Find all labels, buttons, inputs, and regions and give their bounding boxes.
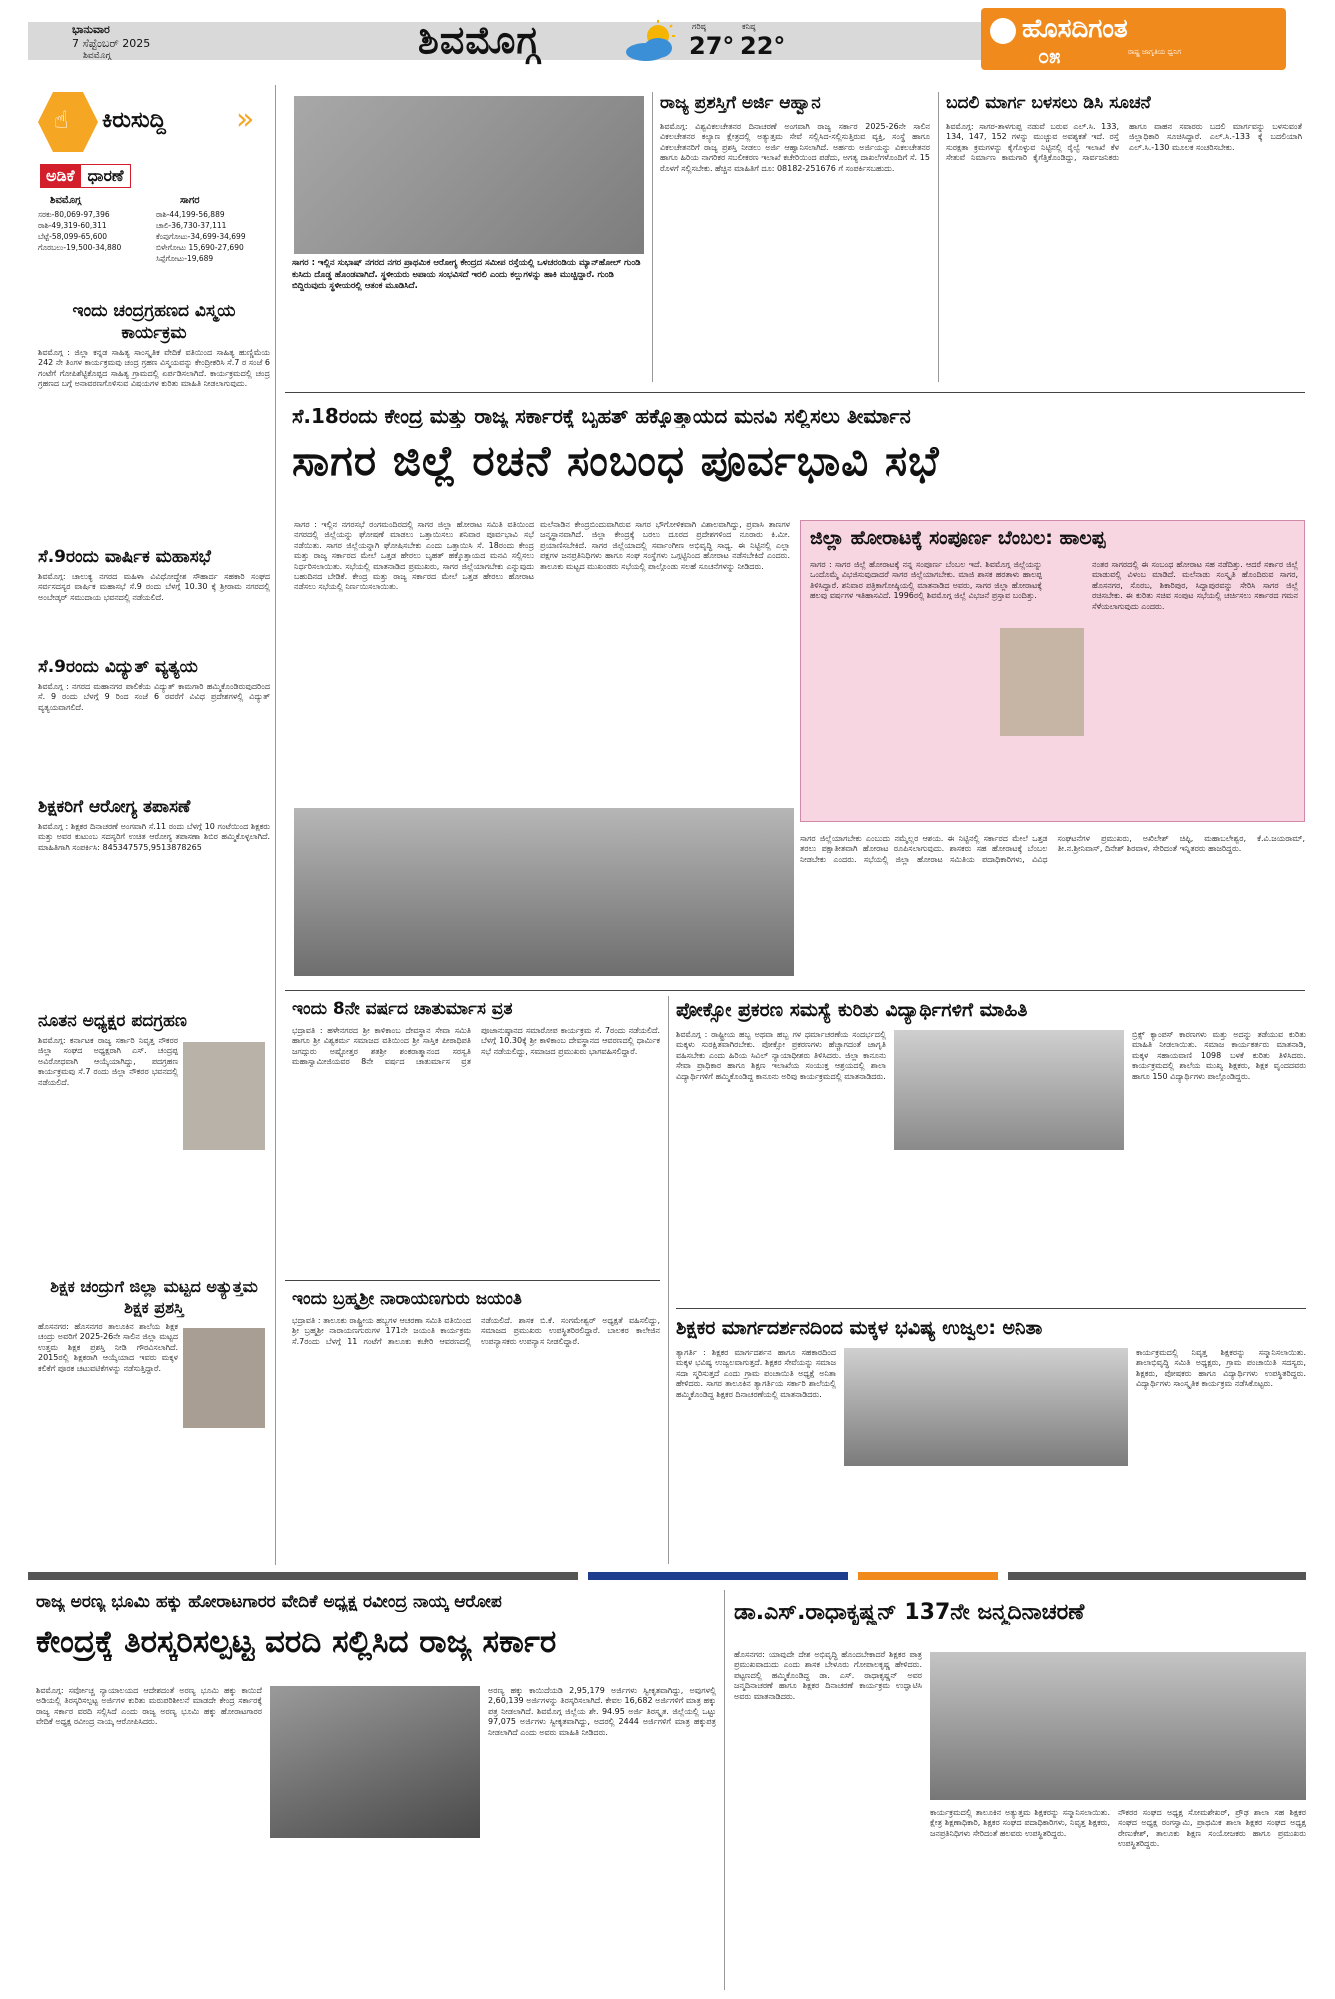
edition-title: ಶಿವಮೊಗ್ಗ	[418, 18, 541, 62]
masthead-place: ಶಿವಮೊಗ್ಗ	[83, 51, 111, 61]
pothole-caption: ಸಾಗರ : ಇಲ್ಲಿನ ಸುಭಾಷ್ ನಗರದ ನಗರ ಪ್ರಾಥಮಿಕ ಆರೋಗ್ಯ ಕೇಂದ್ರದ ಸಮೀಪ ರಸ್ತೆಯಲ್ಲಿ ಒಳಚರಂಡಿಯ ಮ್ಯಾನ್‌ಹೋಲ್ ಗುಂಡಿ ಕುಸಿದು ದೊಡ್ಡ ಹೊಂಡವಾಗಿದೆ. ಸ್ಥಳೀಯರು ಅಪಾಯ ಸಂಭವಿಸದೆ ಇರಲಿ ಎಂದು ಕಲ್ಲುಗಳನ್ನು ಹಾಕಿ ಮುಚ್ಚಿದ್ದಾರೆ. ಗುಂಡಿ ಬಿದ್ದಿರುವುದು ಸ್ಥಳೀಯರಲ್ಲಿ ಆತಂಕ ಮೂಡಿಸಿದೆ.	[292, 258, 641, 291]
brand-name: ಹೊಸದಿಗಂತ	[1022, 14, 1128, 44]
route-body: ಶಿವಮೊಗ್ಗ: ಸಾಗರ-ತಾಳಗುಪ್ಪ ನಡುವೆ ಬರುವ ಎಲ್.ಸಿ. 133, 134, 147, 152 ಗಳನ್ನು ಮುಚ್ಚುವ ಅವಶ್ಯಕತೆ ಇದೆ. ರಸ್ತೆ ಸುರಕ್ಷತಾ ಕ್ರಮಗಳನ್ನು ಕೈಗೊಳ್ಳುವ ನಿಟ್ಟಿನಲ್ಲಿ ರೈಲ್ವೆ ಇಲಾಖೆ ಕೆಳ ಸೇತುವೆ ನಿರ್ಮಾಣ ಕಾಮಗಾರಿ ಕೈಗೆತ್ತಿಕೊಂಡಿದ್ದು, ಸಾರ್ವಜನಿಕರು ಹಾಗೂ ವಾಹನ ಸವಾರರು ಬದಲಿ ಮಾರ್ಗವನ್ನು ಬಳಸುವಂತೆ ಜಿಲ್ಲಾಧಿಕಾರಿ ಸೂಚಿಸಿದ್ದಾರೆ. ಎಲ್.ಸಿ.-133 ಕ್ಕೆ ಬದಲಿಯಾಗಿ ಎಲ್.ಸಿ.-130 ಮೂಲಕ ಸಂಚರಿಸಬೇಕು.	[946, 122, 1302, 163]
sidebar-item-title: ಸೆ.9ರಂದು ವಾರ್ಷಿಕ ಮಹಾಸಭೆ	[38, 547, 211, 567]
bar-left	[28, 1572, 578, 1580]
bar-right	[1008, 1572, 1306, 1580]
temp-min-label: ಕನಿಷ್ಠ	[742, 22, 756, 31]
forest-headline: ಕೇಂದ್ರಕ್ಕೆ ತಿರಸ್ಕರಿಸಲ್ಪಟ್ಟ ವರದಿ ಸಲ್ಲಿಸಿದ ರಾಜ್ಯ ಸರ್ಕಾರ	[36, 1624, 557, 1660]
meeting-photo	[294, 808, 794, 976]
narayana-title: ಇಂದು ಬ್ರಹ್ಮಶ್ರೀ ನಾರಾಯಣಗುರು ಜಯಂತಿ	[292, 1289, 522, 1309]
pocso-title: ಪೋಕ್ಸೋ ಪ್ರಕರಣ ಸಮಸ್ಯೆ ಕುರಿತು ವಿದ್ಯಾರ್ಥಿಗಳಿಗೆ ಮಾಹಿತಿ	[676, 999, 1028, 1021]
rates-col2-head: ಸಾಗರ	[180, 195, 200, 206]
bottom-divider-bar	[28, 1572, 1306, 1580]
page-number: ೦೫	[1038, 44, 1061, 68]
hand-icon: ☝	[54, 106, 69, 134]
anita-photo	[844, 1348, 1128, 1466]
forest-photo	[270, 1686, 480, 1838]
sidebar-item-body: ಶಿವಮೊಗ್ಗ : ನಗರದ ಮಹಾನಗರ ಪಾಲಿಕೆಯ ವಿದ್ಯುತ್ ಕಾಮಗಾರಿ ಹಮ್ಮಿಕೊಂಡಿರುವುದರಿಂದ ಸೆ. 9 ರಂದು ಬೆಳಗ್ಗೆ 9 ರಿಂದ ಸಂಜೆ 6 ರವರೆಗೆ ವಿವಿಧ ಪ್ರದೇಶಗಳಲ್ಲಿ ವಿದ್ಯುತ್ ವ್ಯತ್ಯಯವಾಗಲಿದೆ.	[38, 682, 270, 712]
temp-min: 22°	[740, 32, 786, 60]
chaturmasya-title: ಇಂದು 8ನೇ ವರ್ಷದ ಚಾತುರ್ಮಾಸ ವ್ರತ	[292, 999, 513, 1019]
temp-max: 27°	[689, 32, 735, 60]
pocso-photo	[894, 1030, 1124, 1150]
sidebar-item-title: ಸೆ.9ರಂದು ವಿದ್ಯುತ್ ವ್ಯತ್ಯಯ	[38, 657, 198, 677]
sidebar-divider	[275, 85, 276, 1565]
sidebar-item-president	[38, 1010, 270, 1286]
award-body: ಶಿವಮೊಗ್ಗ: ವಿಶ್ವವಿಕಲಚೇತನರ ದಿನಾಚರಣೆ ಅಂಗವಾಗಿ ರಾಜ್ಯ ಸರ್ಕಾರ 2025-26ನೇ ಸಾಲಿನ ವಿಕಲಚೇತನರ ಕಲ್ಯಾಣ ಕ್ಷೇತ್ರದಲ್ಲಿ ಅತ್ಯುತ್ತಮ ಸೇವೆ ಸಲ್ಲಿಸಿದ-ಸಲ್ಲಿಸುತ್ತಿರುವ ವ್ಯಕ್ತಿ, ಸಂಸ್ಥೆ ಹಾಗೂ ವಿಕಲಚೇತನರಿಗೆ ರಾಜ್ಯ ಪ್ರಶಸ್ತಿ ನೀಡಲು ಅರ್ಜಿ ಆಹ್ವಾನಿಸಲಾಗಿದೆ. ಅರ್ಹರು ಅರ್ಜಿಯನ್ನು ವಿಕಲಚೇತನರ ಹಾಗೂ ಹಿರಿಯ ನಾಗರಿಕರ ಸಬಲೀಕರಣ ಇಲಾಖೆ ಕಚೇರಿಯಿಂದ ಪಡೆದು, ಅಗತ್ಯ ದಾಖಲೆಗಳೊಂದಿಗೆ ಸೆ. 15 ರೊಳಗೆ ಸಲ್ಲಿಸಬೇಕು. ಹೆಚ್ಚಿನ ಮಾಹಿತಿಗೆ ದೂ: 08182-251676 ಗೆ ಸಂಪರ್ಕಿಸಬಹುದು.	[660, 122, 930, 173]
sidebar-item-power	[38, 656, 270, 782]
pocso-story	[676, 998, 1306, 1081]
radhakrishnan-body-3: ನೌಕರರ ಸಂಘದ ಅಧ್ಯಕ್ಷ ಸೋಮಶೇಖರ್, ಪ್ರೌಢ ಶಾಲಾ ಸಹ ಶಿಕ್ಷಕರ ಸಂಘದ ಅಧ್ಯಕ್ಷ ರಂಗಸ್ವಾಮಿ, ಪ್ರಾಥಮಿಕ ಶಾಲಾ ಶಿಕ್ಷಕರ ಸಂಘದ ಅಧ್ಯಕ್ಷ ರೇಣುಕೇಶ್, ತಾಲೂಕು ಶಿಕ್ಷಣ ಸಂಯೋಜಕರು ಹಾಗೂ ಪ್ರಮುಖರು ಉಪಸ್ಥಿತರಿದ್ದರು.	[1118, 1808, 1306, 1849]
sidebar-item-title: ಶಿಕ್ಷಕರಿಗೆ ಆರೋಗ್ಯ ತಪಾಸಣೆ	[38, 797, 191, 817]
row-divider	[285, 990, 1305, 991]
radhakrishnan-title: ಡಾ.ಎಸ್.ರಾಧಾಕೃಷ್ಣನ್ 137ನೇ ಜನ್ಮದಿನಾಚರಣೆ	[734, 1600, 1085, 1625]
narayana-story	[292, 1288, 660, 1571]
sidebar-item-title: ನೂತನ ಅಧ್ಯಕ್ಷರ ಪದಗ್ರಹಣ	[38, 1011, 187, 1031]
side-box-title: ಜಿಲ್ಲಾ ಹೋರಾಟಕ್ಕೆ ಸಂಪೂರ್ಣ ಬೆಂಬಲ: ಹಾಲಪ್ಪ	[810, 527, 1106, 549]
radhakrishnan-body-2: ಕಾರ್ಯಕ್ರಮದಲ್ಲಿ ತಾಲೂಕಿನ ಅತ್ಯುತ್ತಮ ಶಿಕ್ಷಕರನ್ನು ಸನ್ಮಾನಿಸಲಾಯಿತು. ಕ್ಷೇತ್ರ ಶಿಕ್ಷಣಾಧಿಕಾರಿ, ಶಿಕ್ಷಕರ ಸಂಘದ ಪದಾಧಿಕಾರಿಗಳು, ನಿವೃತ್ತ ಶಿಕ್ಷಕರು, ಜನಪ್ರತಿನಿಧಿಗಳು ಸೇರಿದಂತೆ ಹಲವರು ಉಪಸ್ಥಿತರಿದ್ದರು.	[930, 1808, 1110, 1838]
col-divider	[724, 1590, 725, 1990]
kirusuddi-banner	[38, 92, 256, 154]
anita-story	[676, 1316, 1306, 1399]
brand-logo-icon	[990, 18, 1016, 44]
award-story	[660, 92, 930, 377]
masthead-day: ಭಾನುವಾರ	[72, 23, 110, 36]
rates-left: ಸರಕು-80,069-97,396 ರಾಶಿ-49,319-60,311 ಬೆಟ್ಟೆ-58,099-65,600 ಗೊರಬಲು-19,500-34,880	[38, 210, 122, 252]
sidebar-item-body: ಶಿವಮೊಗ್ಗ: ಕರ್ನಾಟಕ ರಾಜ್ಯ ಸರ್ಕಾರಿ ನಿವೃತ್ತ ನೌಕರರ ಜಿಲ್ಲಾ ಸಂಘದ ಅಧ್ಯಕ್ಷರಾಗಿ ಎಸ್. ಚಂದ್ರಪ್ಪ ಅವಿರೋಧವಾಗಿ ಆಯ್ಕೆಯಾಗಿದ್ದು, ಪದಗ್ರಹಣ ಕಾರ್ಯಕ್ರಮವು ಸೆ.7 ರಂದು ಜಿಲ್ಲಾ ನೌಕರರ ಭವನದಲ್ಲಿ ನಡೆಯಲಿದೆ.	[38, 1036, 178, 1087]
bar-blue	[588, 1572, 848, 1580]
adike-title	[40, 164, 131, 190]
sidebar-item-award	[38, 1276, 270, 1512]
row-divider	[676, 1308, 1306, 1309]
radhakrishnan-photo	[930, 1652, 1306, 1800]
pocso-body-1: ಶಿವಮೊಗ್ಗ : ರಾಷ್ಟ್ರೀಯ ಹಬ್ಬ ಅಥವಾ ಹಬ್ಬ ಗಳ ಧರ್ಮಾಚರಣೆಯ ಸಂದರ್ಭದಲ್ಲಿ ಮಕ್ಕಳು ಸುರಕ್ಷಿತವಾಗಿರಬೇಕು. ಪೋಕ್ಸೋ ಪ್ರಕರಣಗಳು ಹೆಚ್ಚಾಗದಂತೆ ಜಾಗೃತಿ ವಹಿಸಬೇಕು ಎಂದು ಹಿರಿಯ ಸಿವಿಲ್ ನ್ಯಾಯಾಧೀಶರು ತಿಳಿಸಿದರು. ಜಿಲ್ಲಾ ಕಾನೂನು ಸೇವಾ ಪ್ರಾಧಿಕಾರ ಹಾಗೂ ಶಿಕ್ಷಣ ಇಲಾಖೆಯ ಸಂಯುಕ್ತ ಆಶ್ರಯದಲ್ಲಿ ಶಾಲಾ ವಿದ್ಯಾರ್ಥಿಗಳಿಗೆ ಹಮ್ಮಿಕೊಂಡಿದ್ದ ಕಾನೂನು ಅರಿವು ಕಾರ್ಯಕ್ರಮದಲ್ಲಿ ಮಾತನಾಡಿದರು.	[676, 1030, 886, 1081]
forest-body-1: ಶಿವಮೊಗ್ಗ: ಸರ್ವೋಚ್ಚ ನ್ಯಾಯಾಲಯದ ಆದೇಶದಂತೆ ಅರಣ್ಯ ಭೂಮಿ ಹಕ್ಕು ಕಾಯಿದೆ ಅಡಿಯಲ್ಲಿ ತಿರಸ್ಕರಿಸಲ್ಪಟ್ಟ ಅರ್ಜಿಗಳ ಕುರಿತು ಮರುಪರಿಶೀಲನೆ ಮಾಡದೇ ಕೇಂದ್ರ ಸರ್ಕಾರಕ್ಕೆ ರಾಜ್ಯ ಸರ್ಕಾರ ವರದಿ ಸಲ್ಲಿಸಿದೆ ಎಂದು ರಾಜ್ಯ ಅರಣ್ಯ ಭೂಮಿ ಹಕ್ಕು ಹೋರಾಟಗಾರರ ವೇದಿಕೆ ಅಧ್ಯಕ್ಷ ರವೀಂದ್ರ ನಾಯ್ಕ ಆರೋಪಿಸಿದರು.	[36, 1686, 262, 1727]
sidebar-item-title: ಶಿಕ್ಷಕ ಚಂದ್ರುಗೆ ಜಿಲ್ಲಾ ಮಟ್ಟದ ಅತ್ಯುತ್ತಮ ಶಿಕ್ಷಕ ಪ್ರಶಸ್ತಿ	[50, 1277, 258, 1317]
lead-kicker: ಸೆ.18ರಂದು ಕೇಂದ್ರ ಮತ್ತು ರಾಜ್ಯ ಸರ್ಕಾರಕ್ಕೆ ಬೃಹತ್ ಹಕ್ಕೊತ್ತಾಯದ ಮನವಿ ಸಲ್ಲಿಸಲು ತೀರ್ಮಾನ	[292, 404, 911, 428]
adike-title-b: ಧಾರಣೆ	[80, 164, 130, 188]
pocso-body-2: ಬ್ರಿಕ್ಸ್ ಕ್ಯಾಂಪಸ್ ಕಾರಣಗಳು ಮತ್ತು ಅದನ್ನು ತಡೆಯುವ ಕುರಿತು ಮಾಹಿತಿ ನೀಡಲಾಯಿತು. ಸಮಾಜ ಕಾರ್ಯಕರ್ತರು ಮಾತನಾಡಿ, ಮಕ್ಕಳ ಸಹಾಯವಾಣಿ 1098 ಬಳಕೆ ಕುರಿತು ತಿಳಿಸಿದರು. ಕಾರ್ಯಕ್ರಮದಲ್ಲಿ ಶಾಲೆಯ ಮುಖ್ಯ ಶಿಕ್ಷಕರು, ಶಿಕ್ಷಕ ವೃಂದದವರು ಹಾಗೂ 150 ವಿದ್ಯಾರ್ಥಿಗಳು ಪಾಲ್ಗೊಂಡಿದ್ದರು.	[1132, 1030, 1306, 1081]
row-divider	[285, 1280, 660, 1281]
chaturmasya-body: ಭದ್ರಾವತಿ : ಹಳೇನಗರದ ಶ್ರೀ ಕಾಳಿಕಾಂಬ ದೇವಸ್ಥಾನ ಸೇವಾ ಸಮಿತಿ ಹಾಗೂ ಶ್ರೀ ವಿಶ್ವಕರ್ಮ ಸಮಾಜದ ವತಿಯಿಂದ ಶ್ರೀ ಸಾಸ್ತಿಕ ಪೀಠಾಧಿಪತಿ ಜಗದ್ಗುರು ಅಷ್ಟೋತ್ತರ ಶತಶ್ರೀ ಶಂಕರಾತ್ಮಾನಂದ ಸರಸ್ವತಿ ಮಹಾಸ್ವಾಮೀಜಿಯವರ 8ನೇ ವರ್ಷದ ಚಾತುರ್ಮಾಸ ವ್ರತ ಪೂಜಾನುಷ್ಠಾನದ ಸಮಾರೋಪ ಕಾರ್ಯಕ್ರಮ ಸೆ. 7ರಂದು ನಡೆಯಲಿದೆ. ಬೆಳಗ್ಗೆ 10.30ಕ್ಕೆ ಶ್ರೀ ಕಾಳಿಕಾಂಬ ದೇವಸ್ಥಾನದ ಆವರಣದಲ್ಲಿ ಧಾರ್ಮಿಕ ಸಭೆ ನಡೆಯಲಿದ್ದು, ಸಮಾಜದ ಪ್ರಮುಖರು ಭಾಗವಹಿಸಲಿದ್ದಾರೆ.	[292, 1026, 660, 1067]
side-box-body-1: ಸಾಗರ : ಸಾಗರ ಜಿಲ್ಲೆ ಹೋರಾಟಕ್ಕೆ ನನ್ನ ಸಂಪೂರ್ಣ ಬೆಂಬಲ ಇದೆ. ಶಿವಮೊಗ್ಗ ಜಿಲ್ಲೆಯನ್ನು ಒಂದೊಮ್ಮೆ ವಿಭಜಿಸುವುದಾದರೆ ಸಾಗರ ಜಿಲ್ಲೆಯಾಗಬೇಕು. ಮಾಜಿ ಶಾಸಕ ಹರತಾಳು ಹಾಲಪ್ಪ ತಿಳಿಸಿದ್ದಾರೆ. ಶನಿವಾರ ಪತ್ರಿಕಾಗೋಷ್ಠಿಯಲ್ಲಿ ಮಾತನಾಡಿದ ಅವರು, ಸಾಗರ ಜಿಲ್ಲಾ ಹೋರಾಟಕ್ಕೆ ಹಲವು ವರ್ಷಗಳ ಇತಿಹಾಸವಿದೆ. 1996ರಲ್ಲಿ ಶಿವಮೊಗ್ಗ ಜಿಲ್ಲೆ ವಿಭಜನೆ ಪ್ರಸ್ತಾವ ಬಂದಿತ್ತು.	[810, 560, 1042, 601]
masthead	[28, 14, 1308, 68]
rates-col1-head: ಶಿವಮೊಗ್ಗ	[50, 195, 82, 206]
weather-icon	[618, 20, 688, 64]
route-title: ಬದಲಿ ಮಾರ್ಗ ಬಳಸಲು ಡಿಸಿ ಸೂಚನೆ	[946, 93, 1151, 113]
chevron-right-icon: »	[236, 102, 255, 137]
masthead-date: 7 ಸೆಪ್ಟೆಂಬರ್ 2025	[72, 37, 151, 50]
temp-max-label: ಗರಿಷ್ಠ	[692, 22, 706, 31]
forest-kicker: ರಾಜ್ಯ ಅರಣ್ಯ ಭೂಮಿ ಹಕ್ಕು ಹೋರಾಟಗಾರರ ವೇದಿಕೆ ಅಧ್ಯಕ್ಷ ರವೀಂದ್ರ ನಾಯ್ಕ ಆರೋಪ	[36, 1592, 502, 1612]
lead-body-2: ಮಲೆನಾಡಿನ ಕೇಂದ್ರಬಿಂದುವಾಗಿರುವ ಸಾಗರ ಭೌಗೋಳಿಕವಾಗಿ ವಿಶಾಲವಾಗಿದ್ದು, ಪ್ರವಾಸಿ ತಾಣಗಳ ಜನ್ಮಸ್ಥಾನವಾಗಿದೆ. ಜಿಲ್ಲಾ ಕೇಂದ್ರಕ್ಕೆ ಬರಲು ದೂರದ ಪ್ರದೇಶಗಳಿಂದ ನೂರಾರು ಕಿ.ಮೀ. ಪ್ರಯಾಣಿಸಬೇಕಿದೆ. ಸಾಗರ ಜಿಲ್ಲೆಯಾದಲ್ಲಿ ಸರ್ವಾಂಗೀಣ ಅಭಿವೃದ್ಧಿ ಸಾಧ್ಯ. ಈ ನಿಟ್ಟಿನಲ್ಲಿ ಎಲ್ಲಾ ಪಕ್ಷಗಳ ಜನಪ್ರತಿನಿಧಿಗಳು ಹಾಗೂ ಸಂಘ ಸಂಸ್ಥೆಗಳು ಒಗ್ಗಟ್ಟಿನಿಂದ ಹೋರಾಟ ನಡೆಸಬೇಕಿದೆ ಎಂದರು. ತಾಲೂಕು ಮಟ್ಟದ ಮುಖಂಡರು ಸಭೆಯಲ್ಲಿ ಪಾಲ್ಗೊಂಡು ಸಲಹೆ ಸೂಚನೆಗಳನ್ನು ನೀಡಿದರು.	[540, 520, 790, 571]
sidebar-item-body: ಶಿವಮೊಗ್ಗ: ಚಾಲುಕ್ಯ ನಗರದ ಮಹಿಳಾ ವಿವಿಧೋದ್ದೇಶ ಸೌಹಾರ್ದ ಸಹಕಾರಿ ಸಂಘದ ಸರ್ವಸದಸ್ಯರ ವಾರ್ಷಿಕ ಮಹಾಸಭೆ ಸೆ.9 ರಂದು ಬೆಳಗ್ಗೆ 10.30 ಕ್ಕೆ ಶ್ರೀರಾಮ ನಗರದಲ್ಲಿ ಅಂಬೇಡ್ಕರ್ ಸಮುದಾಯ ಭವನದಲ್ಲಿ ನಡೆಯಲಿದೆ.	[38, 572, 270, 602]
col-divider	[652, 92, 653, 382]
anita-title: ಶಿಕ್ಷಕರ ಮಾರ್ಗದರ್ಶನದಿಂದ ಮಕ್ಕಳ ಭವಿಷ್ಯ ಉಜ್ವಲ: ಅನಿತಾ	[676, 1317, 1043, 1339]
anita-body-2: ಕಾರ್ಯಕ್ರಮದಲ್ಲಿ ನಿವೃತ್ತ ಶಿಕ್ಷಕರನ್ನು ಸನ್ಮಾನಿಸಲಾಯಿತು. ಶಾಲಾಭಿವೃದ್ಧಿ ಸಮಿತಿ ಅಧ್ಯಕ್ಷರು, ಗ್ರಾಮ ಪಂಚಾಯಿತಿ ಸದಸ್ಯರು, ಶಿಕ್ಷಕರು, ಪೋಷಕರು ಹಾಗೂ ವಿದ್ಯಾರ್ಥಿಗಳು ಉಪಸ್ಥಿತರಿದ್ದರು. ವಿದ್ಯಾರ್ಥಿಗಳು ಸಾಂಸ್ಕೃತಿಕ ಕಾರ್ಯಕ್ರಮ ನಡೆಸಿಕೊಟ್ಟರು.	[1136, 1348, 1306, 1389]
rates-right: ರಾಶಿ-44,199-56,889 ಚಾಲಿ-36,730-37,111 ಕೆಂಪುಗೋಟು-34,699-34,699 ಬಿಳೇಗೋಟು 15,690-27,690 ಸಿಪ್ಪೆಗೋಟು-19,689	[156, 210, 246, 263]
pothole-photo	[294, 96, 644, 254]
forest-body-2: ಅರಣ್ಯ ಹಕ್ಕು ಕಾಯಿದೆಯಡಿ 2,95,179 ಅರ್ಜಿಗಳು ಸ್ವೀಕೃತವಾಗಿದ್ದು, ಅವುಗಳಲ್ಲಿ 2,60,139 ಅರ್ಜಿಗಳನ್ನು ತಿರಸ್ಕರಿಸಲಾಗಿದೆ. ಕೇವಲ 16,682 ಅರ್ಜಿಗಳಿಗೆ ಮಾತ್ರ ಹಕ್ಕು ಪತ್ರ ನೀಡಲಾಗಿದೆ. ಶಿವಮೊಗ್ಗ ಜಿಲ್ಲೆಯ ಶೇ. 94.95 ಅರ್ಜಿ ತಿರಸ್ಕೃತ. ಜಿಲ್ಲೆಯಲ್ಲಿ ಒಟ್ಟು 97,075 ಅರ್ಜಿಗಳು ಸ್ವೀಕೃತವಾಗಿದ್ದು, ಅದರಲ್ಲಿ 2444 ಅರ್ಜಿಗಳಿಗೆ ಮಾತ್ರ ಹಕ್ಕುಪತ್ರ ನೀಡಲಾಗಿದೆ ಎಂದು ಅವರು ಮಾಹಿತಿ ನೀಡಿದರು.	[488, 1686, 716, 1737]
lead-photo-tail: ಸಾಗರ ಜಿಲ್ಲೆಯಾಗಬೇಕು ಎಂಬುದು ನಮ್ಮೆಲ್ಲರ ಆಶಯ. ಈ ನಿಟ್ಟಿನಲ್ಲಿ ಸರ್ಕಾರದ ಮೇಲೆ ಒತ್ತಡ ತರಲು ಪಕ್ಷಾತೀತವಾಗಿ ಹೋರಾಟ ರೂಪಿಸಲಾಗುವುದು. ಶಾಸಕರು ಸಹ ಹೋರಾಟಕ್ಕೆ ಬೆಂಬಲ ನೀಡಬೇಕು ಎಂದರು. ಸಭೆಯಲ್ಲಿ ಜಿಲ್ಲಾ ಹೋರಾಟ ಸಮಿತಿಯ ಪದಾಧಿಕಾರಿಗಳು, ವಿವಿಧ ಸಂಘಟನೆಗಳ ಪ್ರಮುಖರು, ಅಖಿಲೇಶ್ ಚಿಪ್ಳಿ, ಮಹಾಬಲೇಶ್ವರ, ಕೆ.ವಿ.ಜಯರಾಮ್, ತೀ.ನ.ಶ್ರೀನಿವಾಸ್, ದಿನೇಶ್ ಶಿರವಾಳ, ಸೇರಿದಂತೆ ಇನ್ನಿತರರು ಹಾಜರಿದ್ದರು.	[800, 834, 1305, 864]
president-photo	[183, 1042, 265, 1150]
narayana-body: ಭದ್ರಾವತಿ : ತಾಲೂಕು ರಾಷ್ಟ್ರೀಯ ಹಬ್ಬಗಳ ಆಚರಣಾ ಸಮಿತಿ ವತಿಯಿಂದ ಶ್ರೀ ಬ್ರಹ್ಮಶ್ರೀ ನಾರಾಯಣಗುರುಗಳ 171ನೇ ಜಯಂತಿ ಕಾರ್ಯಕ್ರಮ ಸೆ.7ರಂದು ಬೆಳಗ್ಗೆ 11 ಗಂಟೆಗೆ ತಾಲೂಕು ಕಚೇರಿ ಆವರಣದಲ್ಲಿ ನಡೆಯಲಿದೆ. ಶಾಸಕ ಬಿ.ಕೆ. ಸಂಗಮೇಶ್ವರ್ ಅಧ್ಯಕ್ಷತೆ ವಹಿಸಲಿದ್ದು, ಸಮಾಜದ ಪ್ರಮುಖರು ಉಪಸ್ಥಿತರಿರಲಿದ್ದಾರೆ. ಬಾಲಕರ ಕಾಲೇಜಿನ ಉಪನ್ಯಾಸಕರು ಉಪನ್ಯಾಸ ನೀಡಲಿದ್ದಾರೆ.	[292, 1316, 660, 1346]
sidebar-item-title: ಇಂದು ಚಂದ್ರಗ್ರಹಣದ ವಿಸ್ಮಯ ಕಾರ್ಯಕ್ರಮ	[72, 301, 236, 343]
col-divider	[668, 996, 669, 1564]
radhakrishnan-body-1: ಹೊಸನಗರ: ಯಾವುದೇ ದೇಶ ಅಭಿವೃದ್ಧಿ ಹೊಂದಬೇಕಾದರೆ ಶಿಕ್ಷಕರ ಪಾತ್ರ ಪ್ರಮುಖವಾದುದು ಎಂದು ಶಾಸಕ ಬೇಳೂರು ಗೋಪಾಲಕೃಷ್ಣ ಹೇಳಿದರು. ಪಟ್ಟಣದಲ್ಲಿ ಹಮ್ಮಿಕೊಂಡಿದ್ದ ಡಾ. ಎಸ್. ರಾಧಾಕೃಷ್ಣನ್ ಅವರ ಜನ್ಮದಿನಾಚರಣೆ ಹಾಗೂ ಶಿಕ್ಷಕರ ದಿನಾಚರಣೆ ಕಾರ್ಯಕ್ರಮ ಉದ್ಘಾಟಿಸಿ ಅವರು ಮಾತನಾಡಿದರು.	[734, 1650, 922, 1701]
sidebar-item-health	[38, 796, 270, 1002]
lead-body-1: ಸಾಗರ : ಇಲ್ಲಿನ ನಗರಸಭೆ ರಂಗಮಂದಿರದಲ್ಲಿ ಸಾಗರ ಜಿಲ್ಲಾ ಹೋರಾಟ ಸಮಿತಿ ವತಿಯಿಂದ ನಗರದಲ್ಲಿ ಜಿಲ್ಲೆಯನ್ನು ಘೋಷಣೆ ಮಾಡಲು ಒತ್ತಾಯಿಸಲು ಶನಿವಾರ ಪೂರ್ವಭಾವಿ ಸಭೆ ನಡೆಯಿತು. ಸಾಗರ ಜಿಲ್ಲೆಯನ್ನಾಗಿ ಘೋಷಿಸಬೇಕು ಎಂದು ಒತ್ತಾಯಿಸಿ ಸೆ. 18ರಂದು ಕೇಂದ್ರ ಮತ್ತು ರಾಜ್ಯ ಸರ್ಕಾರದ ಮೇಲೆ ಒತ್ತಡ ಹೇರಲು ಬೃಹತ್ ಹಕ್ಕೊತ್ತಾಯದ ಮನವಿ ಸಲ್ಲಿಸಲು ನಿರ್ಧರಿಸಲಾಯಿತು. ಸಭೆಯಲ್ಲಿ ಮಾತನಾಡಿದ ಪ್ರಮುಖರು, ಸಾಗರ ಜಿಲ್ಲೆಯಾಗಬೇಕು ಎನ್ನುವುದು ಬಹುದಿನದ ಬೇಡಿಕೆ. ಕೇಂದ್ರ ಮತ್ತು ರಾಜ್ಯ ಸರ್ಕಾರದ ಮೇಲೆ ಒತ್ತಡ ಹೇರಲು ಹೋರಾಟ ನಡೆಸಲು ಸಭೆಯಲ್ಲಿ ನಿರ್ಣಯಿಸಲಾಯಿತು.	[294, 520, 534, 592]
sidebar-item-body: ಶಿವಮೊಗ್ಗ : ಶಿಕ್ಷಕರ ದಿನಾಚರಣೆ ಅಂಗವಾಗಿ ಸೆ.11 ರಂದು ಬೆಳಗ್ಗೆ 10 ಗಂಟೆಯಿಂದ ಶಿಕ್ಷಕರು ಮತ್ತು ಅವರ ಕುಟುಂಬ ಸದಸ್ಯರಿಗೆ ಉಚಿತ ಆರೋಗ್ಯ ತಪಾಸಣಾ ಶಿಬಿರ ಹಮ್ಮಿಕೊಳ್ಳಲಾಗಿದೆ. ಮಾಹಿತಿಗಾಗಿ ಸಂಪರ್ಕಿಸಿ: 8453475​75,9513878265	[38, 822, 270, 852]
col-divider	[938, 92, 939, 382]
anita-body-1: ತ್ಯಾಗರ್ತಿ : ಶಿಕ್ಷಕರ ಮಾರ್ಗದರ್ಶನ ಹಾಗೂ ಸಹಕಾರದಿಂದ ಮಕ್ಕಳ ಭವಿಷ್ಯ ಉಜ್ವಲವಾಗುತ್ತದೆ. ಶಿಕ್ಷಕರ ಸೇವೆಯನ್ನು ಸಮಾಜ ಸದಾ ಸ್ಮರಿಸುತ್ತದೆ ಎಂದು ಗ್ರಾಮ ಪಂಚಾಯಿತಿ ಅಧ್ಯಕ್ಷೆ ಅನಿತಾ ಹೇಳಿದರು. ಸಾಗರ ತಾಲೂಕಿನ ತ್ಯಾಗರ್ತಿಯ ಸರ್ಕಾರಿ ಶಾಲೆಯಲ್ಲಿ ಹಮ್ಮಿಕೊಂಡಿದ್ದ ಶಿಕ್ಷಕರ ದಿನಾಚರಣೆಯಲ್ಲಿ ಮಾತನಾಡಿದರು.	[676, 1348, 836, 1399]
award-title: ರಾಜ್ಯ ಪ್ರಶಸ್ತಿಗೆ ಅರ್ಜಿ ಆಹ್ವಾನ	[660, 93, 821, 113]
teacher-photo	[183, 1328, 265, 1428]
lead-headline: ಸಾಗರ ಜಿಲ್ಲೆ ರಚನೆ ಸಂಬಂಧ ಪೂರ್ವಭಾವಿ ಸಭೆ	[292, 436, 940, 485]
sidebar-item-agm	[38, 546, 270, 644]
halappa-photo	[1000, 628, 1084, 736]
chaturmasya-story	[292, 998, 660, 1261]
sidebar-item-body: ಹೊಸನಗರ: ಹೊಸನಗರ ತಾಲೂಕಿನ ಶಾಲೆಯ ಶಿಕ್ಷಕ ಚಂದ್ರು ಅವರಿಗೆ 2025-26ನೇ ಸಾಲಿನ ಜಿಲ್ಲಾ ಮಟ್ಟದ ಉತ್ತಮ ಶಿಕ್ಷಕ ಪ್ರಶಸ್ತಿ ನೀಡಿ ಗೌರವಿಸಲಾಗಿದೆ. 2015ರಲ್ಲಿ ಶಿಕ್ಷಕರಾಗಿ ಆಯ್ಕೆಯಾದ ಇವರು ಮಕ್ಕಳ ಕಲಿಕೆಗೆ ಪೂರಕ ಚಟುವಟಿಕೆಗಳನ್ನು ನಡೆಸುತ್ತಿದ್ದಾರೆ.	[38, 1322, 178, 1373]
adike-title-a: ಅಡಿಕೆ	[40, 164, 80, 188]
sidebar-item-body: ಶಿವಮೊಗ್ಗ : ಜಿಲ್ಲಾ ಕನ್ನಡ ಸಾಹಿತ್ಯ ಸಾಂಸ್ಕೃತಿಕ ವೇದಿಕೆ ವತಿಯಿಂದ ಸಾಹಿತ್ಯ ಹುಣ್ಣಿಮೆಯ 242 ನೇ ತಿಂಗಳ ಕಾರ್ಯಕ್ರಮವು ಚಂದ್ರ ಗ್ರಹಣ ವಿಸ್ಮಯವನ್ನು ಕೇಂದ್ರೀಕರಿಸಿ ಸೆ.7 ರ ಸಂಜೆ 6 ಗಂಟೆಗೆ ಗೋಪಿಶೆಟ್ಟಿಕೊಪ್ಪದ ಸಾಹಿತ್ಯ ಗ್ರಾಮದಲ್ಲಿ ಏರ್ಪಡಿಸಲಾಗಿದೆ. ಕಾರ್ಯಕ್ರಮದಲ್ಲಿ ಚಂದ್ರ ಗ್ರಹಣದ ಬಗ್ಗೆ ಅನಾವರಣಗೊಳಿಸುವ ವಿಷಯಗಳ ಕುರಿತು ಮಾಹಿತಿ ನೀಡಲಾಗುವುದು.	[38, 348, 270, 389]
sidebar-item-moon	[38, 300, 270, 460]
brand-tagline: ರಾಷ್ಟ್ರ ಜಾಗೃತಿಯ ಧ್ವನಿಗ	[1128, 48, 1181, 56]
side-box-body-2: ನಂತರ ಸಾಗರದಲ್ಲಿ ಈ ಸಂಬಂಧ ಹೋರಾಟ ಸಹ ನಡೆದಿತ್ತು. ಆದರೆ ಸರ್ಕಾರ ಜಿಲ್ಲೆ ಮಾಡುವಲ್ಲಿ ವಿಳಂಬ ಮಾಡಿದೆ. ಮಲೆನಾಡು ಸಂಸ್ಕೃತಿ ಹೊಂದಿರುವ ಸಾಗರ, ಹೊಸನಗರ, ಸೊರಬ, ಶಿಕಾರಿಪುರ, ಸಿದ್ದಾಪುರವನ್ನು ಸೇರಿಸಿ ಸಾಗರ ಜಿಲ್ಲೆ ರಚಿಸಬೇಕು. ಈ ಕುರಿತು ಸಚಿವ ಸಂಪುಟ ಸಭೆಯಲ್ಲಿ ಚರ್ಚಿಸಲು ಸರ್ಕಾರದ ಗಮನ ಸೆಳೆಯಲಾಗುವುದು ಎಂದರು.	[1092, 560, 1298, 611]
row-divider	[285, 392, 1305, 393]
route-story	[946, 92, 1302, 377]
bar-orange	[858, 1572, 998, 1580]
kirusuddi-label: ಕಿರುಸುದ್ದಿ	[102, 108, 166, 133]
